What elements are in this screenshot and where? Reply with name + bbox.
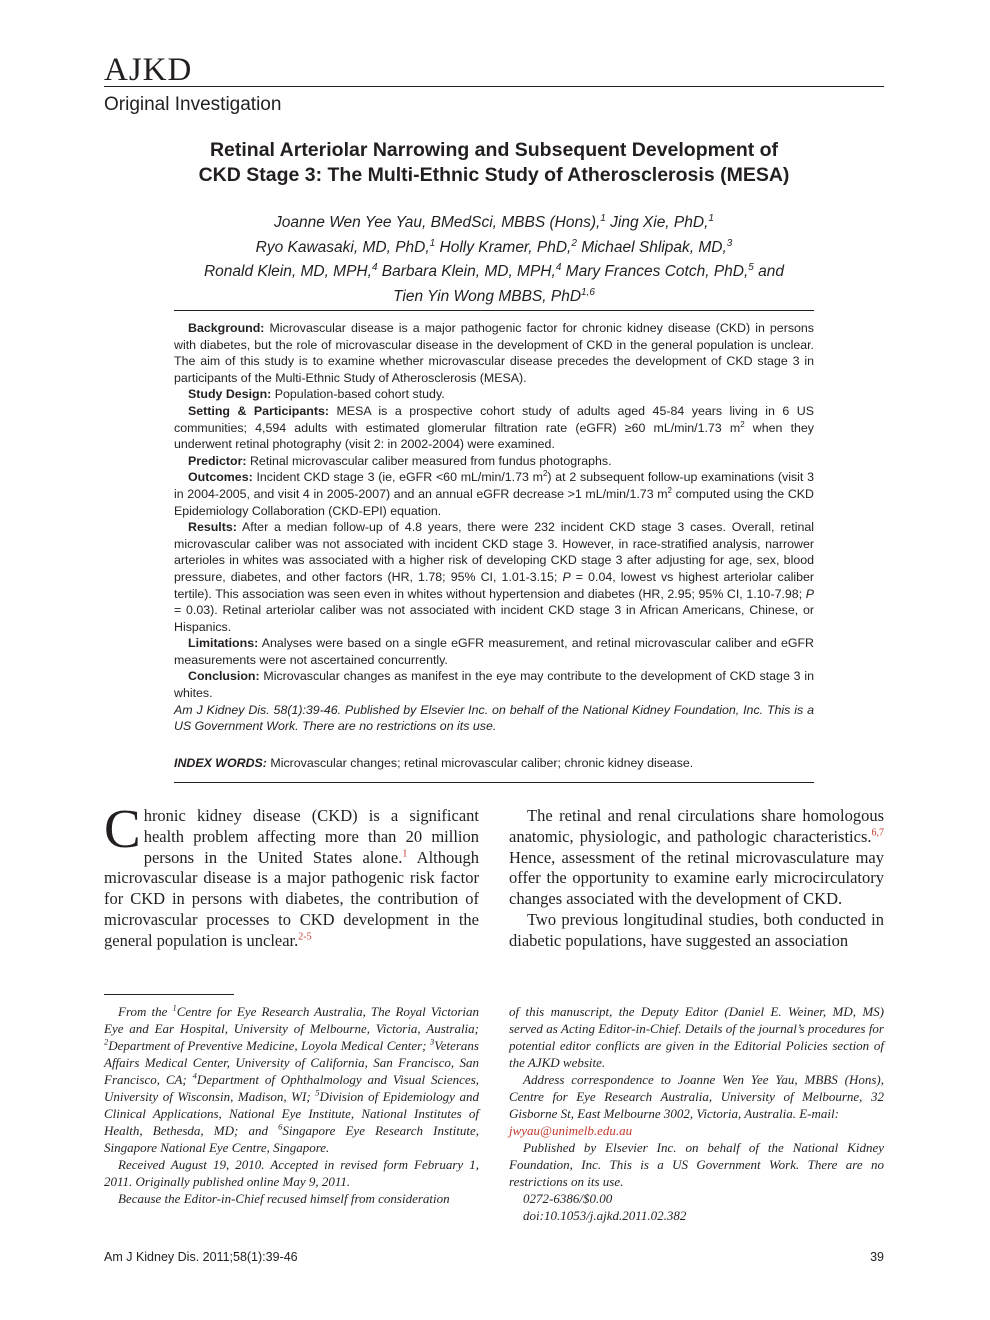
body-text: The retinal and renal circulations share homologous anatomic, physiologic, and pathologic characteristics.: [509, 806, 884, 846]
abstract-citation: Am J Kidney Dis. 58(1):39-46. Published by Elsevier Inc. on behalf of the National Kidney Foundation, Inc. This is a US Government Work. There are no restrictions on its use.: [174, 702, 814, 734]
abstract-label: Results:: [188, 520, 237, 535]
author-name: Mary Frances Cotch, PhD,: [561, 263, 749, 281]
author-name: Tien Yin Wong MBBS, PhD: [393, 288, 582, 306]
correspondence-email: [509, 1122, 884, 1139]
p-value-symbol: P: [805, 586, 814, 601]
editor-note: Because the Editor-in-Chief recused himself from consideration: [118, 1191, 450, 1206]
title-line-1: Retinal Arteriolar Narrowing and Subsequent Development of: [209, 139, 779, 161]
abstract-text: Retinal microvascular caliber measured from fundus photographs.: [246, 453, 612, 468]
abstract-setting: [174, 403, 814, 453]
affiliation-sup: 1: [600, 213, 606, 224]
footnote-text: Veterans Affairs Medical Center, University of California, San Francisco, San Francisco, CA;: [104, 1038, 479, 1087]
abstract-text: Microvascular disease is a major pathogenic factor for chronic kidney disease (CKD) in persons with diabetes, but the role of microvascular disease in the development of CKD in the general population is unclear. The aim of this study is to examine whether microvascular disease precedes the development of CKD stage 3 in participants of the Multi-Ethnic Study of Atherosclerosis (MESA).: [174, 321, 814, 385]
affiliation-sup: 1: [429, 237, 436, 249]
abstract-label: Conclusion:: [188, 669, 260, 684]
abstract-conclusion: [174, 668, 814, 701]
affiliation-sup: 6: [278, 1121, 283, 1132]
doi: doi:10.1053/j.ajkd.2011.02.382: [523, 1208, 687, 1223]
article-title: [104, 138, 884, 188]
abstract-design: [174, 386, 814, 403]
footnote-text: Department of Preventive Medicine, Loyola Medical Center;: [108, 1038, 430, 1053]
editor-note-continued: of this manuscript, the Deputy Editor (Daniel E. Weiner, MD, MS) served as Acting Editor-in-Chief. Details of the journal’s procedures for potential editor conflicts are given in the Editorial Policies section of the AJKD website.: [509, 1004, 884, 1070]
affiliation-sup: 4: [192, 1070, 197, 1081]
superscript: 2: [740, 419, 745, 429]
affiliations-note: [104, 1003, 479, 1156]
abstract-label: Predictor:: [188, 453, 247, 468]
author-name: Jing Xie, PhD,: [605, 214, 709, 232]
abstract-text: Incident CKD stage 3 (ie, eGFR <60 mL/min/1.73 m: [252, 470, 543, 485]
abstract-predictor: [174, 453, 814, 470]
abstract-text: After a median follow-up of 4.8 years, there were 232 incident CKD stage 3 cases. Overall, retinal microvascular caliber was not associated with incident CKD stage 3. However, in race-stratified analysis, narrower arterioles in whites was associated with a higher risk of developing CKD stage 3 after adjusting for age, sex, blood pressure, diabetes, and other factors (HR, 1.78; 95% CI, 1.01-3.15;: [174, 520, 814, 584]
affiliation-sup: 4: [371, 262, 378, 274]
author-name: Ryo Kawasaki, MD, PhD,: [255, 238, 430, 256]
author-name: Holly Kramer, PhD,: [435, 238, 572, 256]
abstract-label: Background:: [188, 321, 265, 335]
author-line-4: [104, 283, 884, 308]
p-value-symbol: P: [562, 569, 571, 584]
body-left-column: [104, 798, 479, 952]
abstract-text: MESA is a prospective cohort study of adults aged 45-84 years living in 6 US communities; 4,594 adults with estimated glomerular filtration rate (eGFR) ≥60 mL/min/1.73 m: [174, 403, 815, 435]
reference-link[interactable]: 1: [402, 848, 408, 860]
abstract-limitations: [174, 635, 814, 668]
body-text: Although microvascular disease is a major pathogenic risk factor for CKD in persons with diabetes, the contribution of microvascular processes to CKD development in the general population is unclear.: [104, 847, 479, 950]
abstract-text: = 0.04, lowest vs highest arteriolar caliber tertile). This association was seen even in whites without hypertension and diabetes (HR, 2.95; 95% CI, 1.10-7.98;: [174, 569, 815, 601]
author-list: [104, 209, 884, 308]
title-line-2: CKD Stage 3: The Multi-Ethnic Study of Atherosclerosis (MESA): [198, 164, 790, 186]
footnote-text: Department of Ophthalmology and Visual Sciences, University of Wisconsin, Madison, WI;: [104, 1072, 480, 1104]
abstract-text: Population-based cohort study.: [271, 387, 445, 402]
reference-link[interactable]: 6,7: [871, 827, 884, 839]
abstract-text: ) at 2 subsequent follow-up examinations (visit 3 in 2004-2005, and visit 4 in 2005-2007) and an annual eGFR decrease >1 mL/min/1.73 m: [174, 470, 815, 501]
author-name: Joanne Wen Yee Yau, BMedSci, MBBS (Hons),: [274, 214, 601, 232]
author-name: Ronald Klein, MD, MPH,: [203, 263, 372, 281]
superscript: 2: [667, 485, 672, 495]
abstract-top-rule: [174, 310, 814, 311]
author-name: Barbara Klein, MD, MPH,: [377, 263, 556, 281]
abstract-bottom-rule: [174, 782, 814, 783]
header-rule: [104, 86, 884, 87]
affiliation-sup: 3: [726, 237, 733, 249]
body-right-column: [509, 806, 884, 952]
abstract-label: Limitations:: [188, 636, 259, 651]
abstract-text: Analyses were based on a single eGFR measurement, and retinal microvascular caliber and eGFR measurements were not ascertained concurrently.: [174, 636, 814, 667]
affiliation-sup: 2: [571, 237, 577, 249]
footer-citation: Am J Kidney Dis. 2011;58(1):39-46: [104, 1250, 298, 1264]
abstract: [174, 320, 814, 735]
abstract-text: = 0.03). Retinal arteriolar caliber was not associated with incident CKD stage 3 in African Americans, Chinese, or Hispanics.: [174, 603, 814, 634]
affiliation-sup: 2: [104, 1036, 109, 1047]
affiliation-sup: 5: [748, 262, 754, 274]
abstract-text: Microvascular changes as manifest in the eye may contribute to the development of CKD stage 3 in whites.: [174, 669, 814, 701]
abstract-label: Outcomes:: [188, 470, 253, 485]
footnotes-left: [104, 1003, 479, 1207]
issn: 0272-6386/$0.00: [523, 1191, 613, 1206]
affiliation-sup: 3: [429, 1036, 435, 1047]
intro-paragraph: [104, 798, 479, 952]
abstract-label: Study Design:: [188, 387, 272, 402]
publisher-note: Published by Elsevier Inc. on behalf of the National Kidney Foundation, Inc. This is a US Government Work. There are no restrictions on its use.: [509, 1140, 884, 1189]
body-paragraph: [509, 806, 884, 910]
affiliation-sup: 5: [315, 1087, 320, 1098]
footnote-text: Singapore Eye Research Institute, Singapore National Eye Centre, Singapore.: [104, 1123, 479, 1155]
author-name: Michael Shlipak, MD,: [576, 238, 727, 256]
footnote-text: From the: [118, 1004, 173, 1019]
email-link[interactable]: jwyau@unimelb.edu.au: [509, 1123, 633, 1138]
body-text: Hence, assessment of the retinal microvasculature may offer the opportunity to examine early microcirculatory changes associated with the development of CKD.: [509, 847, 884, 909]
reference-link[interactable]: 2-5: [298, 931, 312, 943]
superscript: 2: [542, 469, 548, 479]
footnotes-right: [509, 1003, 884, 1224]
abstract-label: Setting & Participants:: [188, 403, 329, 418]
drop-cap: C: [104, 798, 141, 859]
index-words-label: INDEX WORDS:: [174, 756, 267, 770]
author-conjunction: and: [753, 263, 785, 281]
journal-logo: AJKD: [104, 52, 193, 88]
body-text: hronic kidney disease (CKD) is a significant health problem affecting more than 20 million persons in the United States alone.: [143, 806, 479, 867]
affiliation-sup: 4: [555, 262, 562, 274]
abstract-results: [174, 519, 814, 635]
body-paragraph: Two previous longitudinal studies, both conducted in diabetic populations, have suggested an association: [509, 909, 884, 950]
abstract-outcomes: [174, 469, 814, 519]
footnote-rule: [104, 994, 234, 995]
received-note: Received August 19, 2010. Accepted in revised form February 1, 2011. Originally published online May 9, 2011.: [104, 1157, 479, 1189]
footnote-text: Centre for Eye Research Australia, The Royal Victorian Eye and Ear Hospital, University of Melbourne, Victoria, Australia;: [104, 1004, 479, 1036]
page-number: 39: [870, 1250, 884, 1264]
abstract-background: [174, 320, 814, 386]
abstract-text: computed using the CKD Epidemiology Collaboration (CKD-EPI) equation.: [174, 486, 814, 518]
abstract-text: when they underwent retinal photography (visit 2: in 2002-2004) were examined.: [174, 420, 814, 452]
affiliation-sup: 1: [708, 213, 714, 224]
section-label: Original Investigation: [104, 94, 282, 115]
affiliation-sup: 1,6: [581, 286, 595, 298]
index-words: [174, 755, 814, 771]
affiliation-sup: 1: [172, 1002, 177, 1013]
author-line-3: [104, 258, 884, 283]
author-line-2: [104, 234, 884, 259]
footnote-text: Division of Epidemiology and Clinical Applications, National Eye Institute, National Institutes of Health, Bethesda, MD; and: [104, 1089, 479, 1138]
index-words-text: Microvascular changes; retinal microvascular caliber; chronic kidney disease.: [266, 756, 694, 770]
author-line-1: [104, 209, 884, 234]
correspondence-note: Address correspondence to Joanne Wen Yee Yau, MBBS (Hons), Centre for Eye Research Australia, University of Melbourne, 32 Gisborne St, East Melbourne 3002, Victoria, Australia. E-mail:: [509, 1072, 884, 1121]
